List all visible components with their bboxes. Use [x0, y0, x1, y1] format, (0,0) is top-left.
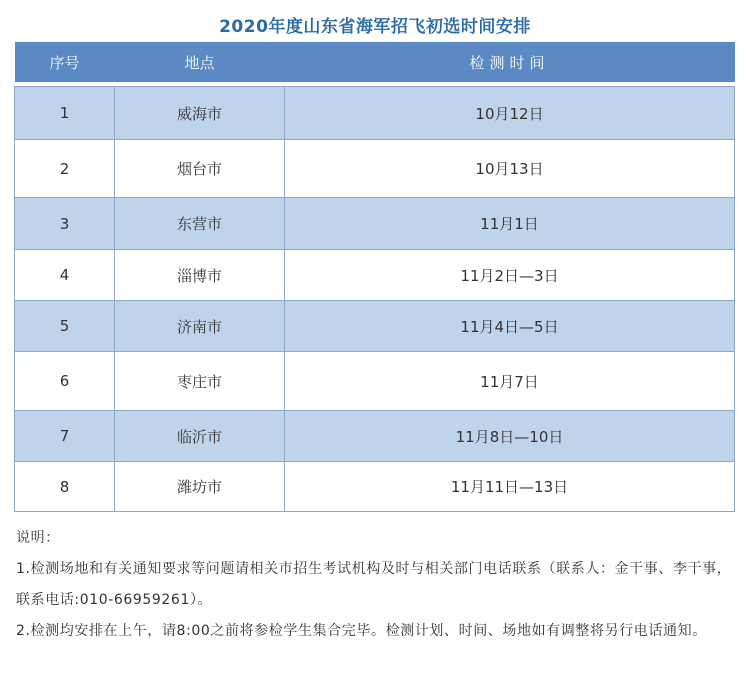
notes-section — [16, 523, 736, 647]
page-title: 2020年度山东省海军招飞初选时间安排 — [219, 17, 531, 37]
row-index: 1 — [15, 87, 115, 140]
table-row — [15, 352, 735, 411]
header-index: 序号 — [15, 42, 115, 82]
notes-heading: 说明： — [16, 530, 60, 546]
row-time: 10月13日 — [285, 140, 735, 198]
row-location: 临沂市 — [115, 411, 285, 462]
row-location: 淄博市 — [115, 250, 285, 301]
schedule-table — [14, 42, 735, 512]
row-index: 3 — [15, 198, 115, 250]
row-time: 11月1日 — [285, 198, 735, 250]
row-time: 11月7日 — [285, 352, 735, 411]
row-time: 11月11日—13日 — [285, 462, 735, 512]
row-index: 7 — [15, 411, 115, 462]
row-location: 济南市 — [115, 301, 285, 352]
table-header-row — [15, 42, 735, 82]
table-row — [15, 87, 735, 140]
row-time: 11月2日—3日 — [285, 250, 735, 301]
table-row — [15, 462, 735, 512]
row-location: 枣庄市 — [115, 352, 285, 411]
row-index: 5 — [15, 301, 115, 352]
header-time: 检测时间 — [285, 42, 735, 82]
note-item-1: 1.检测场地和有关通知要求等问题请相关市招生考试机构及时与相关部门电话联系（联系人：金干事、李干事，联系电话:010-66959261）。 — [16, 561, 732, 608]
row-index: 4 — [15, 250, 115, 301]
row-time: 10月12日 — [285, 87, 735, 140]
table-row — [15, 250, 735, 301]
table-row — [15, 198, 735, 250]
table-row — [15, 301, 735, 352]
row-location: 潍坊市 — [115, 462, 285, 512]
row-index: 2 — [15, 140, 115, 198]
row-location: 威海市 — [115, 87, 285, 140]
header-location: 地点 — [115, 42, 285, 82]
row-location: 烟台市 — [115, 140, 285, 198]
row-index: 6 — [15, 352, 115, 411]
row-index: 8 — [15, 462, 115, 512]
table-row — [15, 411, 735, 462]
row-time: 11月8日—10日 — [285, 411, 735, 462]
table-row — [15, 140, 735, 198]
note-item-2: 2.检测均安排在上午，请8:00之前将参检学生集合完毕。检测计划、时间、场地如有调整将另行电话通知。 — [16, 623, 707, 639]
row-location: 东营市 — [115, 198, 285, 250]
row-time: 11月4日—5日 — [285, 301, 735, 352]
